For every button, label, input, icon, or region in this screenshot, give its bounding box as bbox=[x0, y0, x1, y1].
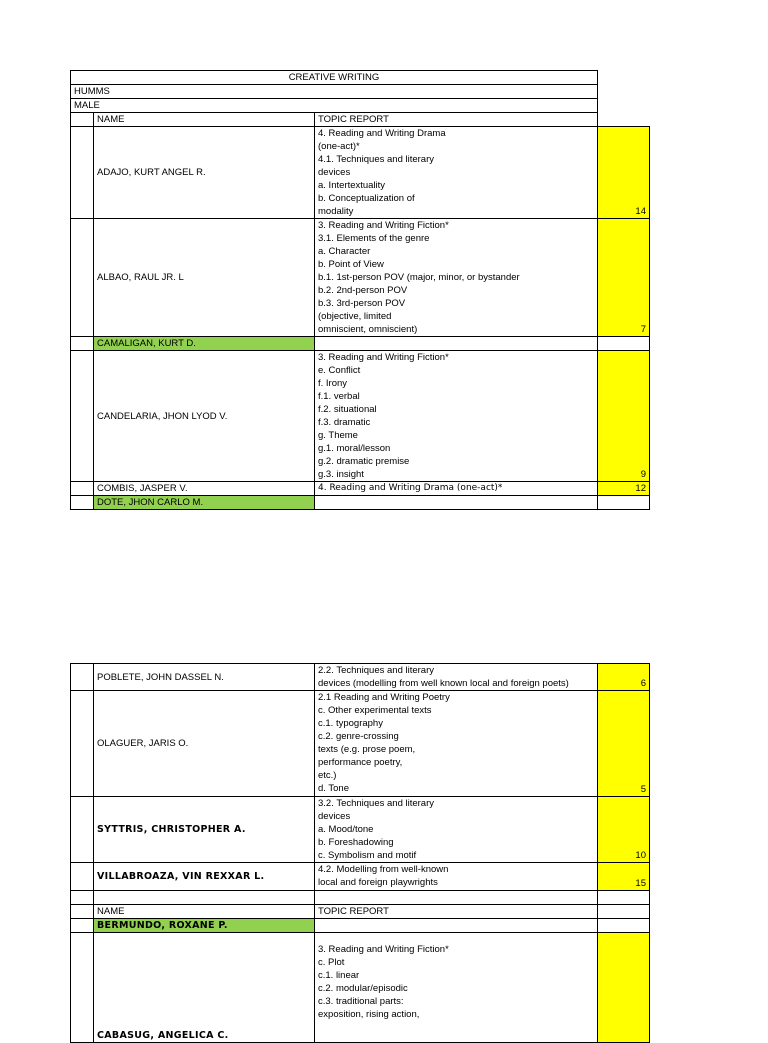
topic-report: 2.2. Techniques and literary devices (modelling from well known local and foreign poets) bbox=[315, 664, 598, 691]
report-number: 10 bbox=[598, 797, 650, 863]
report-number: 15 bbox=[598, 863, 650, 891]
report-number: 5 bbox=[598, 691, 650, 797]
table-row bbox=[71, 496, 650, 510]
student-name: CABASUG, ANGELICA C. bbox=[94, 933, 315, 1043]
table-row bbox=[71, 691, 650, 797]
student-name: ADAJO, KURT ANGEL R. bbox=[94, 127, 315, 219]
student-name: BERMUNDO, ROXANE P. bbox=[94, 919, 315, 933]
table-row bbox=[71, 863, 650, 891]
student-name: OLAGUER, JARIS O. bbox=[94, 691, 315, 797]
table-title: CREATIVE WRITING bbox=[71, 71, 598, 85]
table-row bbox=[71, 351, 650, 482]
student-name: DOTE, JHON CARLO M. bbox=[94, 496, 315, 510]
table-row bbox=[71, 919, 650, 933]
topic-report: 2.1 Reading and Writing Poetry c. Other experimental texts c.1. typography c.2. genre-crossing texts (e.g. prose poem, performance poetry, etc.) d. Tone bbox=[315, 691, 598, 797]
col-name-header: NAME bbox=[94, 113, 315, 127]
topic-report: 3. Reading and Writing Fiction* 3.1. Elements of the genre a. Character b. Point of View b.1. 1st-person POV (major, minor, or bystander b.2. 2nd-person POV b.3. 3rd-person POV (objective, limited omniscient, omniscient) bbox=[315, 219, 598, 337]
report-number: 12 bbox=[598, 482, 650, 496]
table-row bbox=[71, 219, 650, 337]
student-name: SYTTRIS, CHRISTOPHER A. bbox=[94, 797, 315, 863]
student-name: CAMALIGAN, KURT D. bbox=[94, 337, 315, 351]
table-row bbox=[71, 127, 650, 219]
table-row bbox=[71, 797, 650, 863]
student-name: ALBAO, RAUL JR. L bbox=[94, 219, 315, 337]
topic-report: 4. Reading and Writing Drama (one-act)* 4.1. Techniques and literary devices a. Intertextuality b. Conceptualization of modality bbox=[315, 127, 598, 219]
col-name-header: NAME bbox=[94, 905, 315, 919]
report-number: 14 bbox=[598, 127, 650, 219]
report-number: 9 bbox=[598, 351, 650, 482]
table-row bbox=[71, 337, 650, 351]
report-number: 6 bbox=[598, 664, 650, 691]
col-topic-header: TOPIC REPORT bbox=[315, 905, 598, 919]
creative-writing-table-continued bbox=[70, 663, 650, 1043]
student-name: VILLABROAZA, VIN REXXAR L. bbox=[94, 863, 315, 891]
report-number: 7 bbox=[598, 219, 650, 337]
table-row bbox=[71, 664, 650, 691]
table-row bbox=[71, 482, 650, 496]
topic-report: 3. Reading and Writing Fiction* e. Conflict f. Irony f.1. verbal f.2. situational f.3. dramatic g. Theme g.1. moral/lesson g.2. dramatic premise g.3. insight bbox=[315, 351, 598, 482]
topic-report: 3. Reading and Writing Fiction* c. Plot c.1. linear c.2. modular/episodic c.3. traditional parts: exposition, rising action, bbox=[315, 933, 598, 1043]
col-topic-header: TOPIC REPORT bbox=[315, 113, 598, 127]
topic-report: 4.2. Modelling from well-known local and foreign playwrights bbox=[315, 863, 598, 891]
topic-report: 3.2. Techniques and literary devices a. Mood/tone b. Foreshadowing c. Symbolism and motif bbox=[315, 797, 598, 863]
student-name: CANDELARIA, JHON LYOD V. bbox=[94, 351, 315, 482]
student-name: COMBIS, JASPER V. bbox=[94, 482, 315, 496]
student-name: POBLETE, JOHN DASSEL N. bbox=[94, 664, 315, 691]
creative-writing-table bbox=[70, 70, 650, 510]
gender-label: MALE bbox=[71, 99, 598, 113]
topic-report: 4. Reading and Writing Drama (one-act)* bbox=[315, 482, 598, 496]
strand-label: HUMMS bbox=[71, 85, 598, 99]
table-row bbox=[71, 933, 650, 1043]
